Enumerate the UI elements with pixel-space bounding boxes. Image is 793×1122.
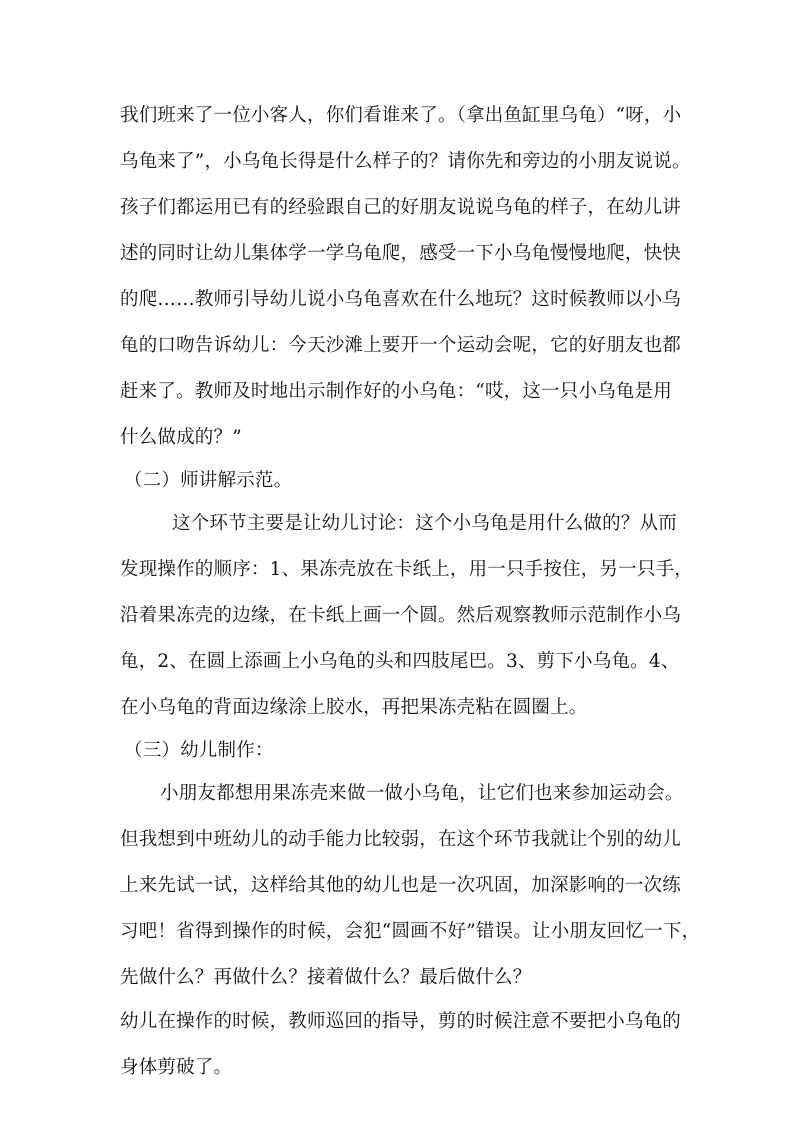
paragraph-line: 赶来了。教师及时地出示制作好的小乌龟：“哎，这一只小乌龟是用 [120, 381, 672, 402]
paragraph-line: 沿着果冻壳的边缘，在卡纸上画一个圆。然后观察教师示范制作小乌 [120, 605, 682, 626]
paragraph-line: 幼儿在操作的时候，教师巡回的指导，剪的时候注意不要把小乌龟的 [120, 1011, 682, 1032]
paragraph-line: 发现操作的顺序：1、果冻壳放在卡纸上，用一只手按住，另一只手， [120, 559, 693, 580]
paragraph-line: 我们班来了一位小客人，你们看谁来了。（拿出鱼缸里乌龟）“呀，小 [120, 105, 682, 126]
paragraph-line: 什么做成的？” [120, 427, 242, 448]
paragraph-line: 小朋友都想用果冻壳来做一做小乌龟，让它们也来参加运动会。 [160, 783, 684, 804]
paragraph-line: 但我想到中班幼儿的动手能力比较弱，在这个环节我就让个别的幼儿 [120, 829, 682, 850]
section-heading: （三）幼儿制作： [124, 740, 274, 761]
paragraph-line: 龟，2、在圆上添画上小乌龟的头和四肢尾巴。3、剪下小乌龟。4、 [120, 651, 680, 672]
paragraph-line: 先做什么？再做什么？接着做什么？最后做什么？ [120, 967, 532, 988]
paragraph-line: 身体剪破了。 [120, 1057, 233, 1078]
paragraph-line: 孩子们都运用已有的经验跟自己的好朋友说说乌龟的样子，在幼儿讲 [120, 197, 682, 218]
paragraph-line: 这个环节主要是让幼儿讨论：这个小乌龟是用什么做的？从而 [172, 513, 677, 534]
paragraph-line: 的爬……教师引导幼儿说小乌龟喜欢在什么地玩？这时候教师以小乌 [120, 289, 682, 310]
paragraph-line: 述的同时让幼儿集体学一学乌龟爬，感受一下小乌龟慢慢地爬，快快 [120, 243, 682, 264]
paragraph-line: 在小乌龟的背面边缘涂上胶水，再把果冻壳粘在圆圈上。 [120, 697, 588, 718]
paragraph-line: 乌龟来了”，小乌龟长得是什么样子的？请你先和旁边的小朋友说说。 [120, 151, 691, 172]
paragraph-line: 上来先试一试，这样给其他的幼儿也是一次巩固，加深影响的一次练 [120, 875, 682, 896]
paragraph-line: 龟的口吻告诉幼儿：今天沙滩上要开一个运动会呢，它的好朋友也都 [120, 335, 682, 356]
paragraph-line: 习吧！省得到操作的时候，会犯“圆画不好”错误。让小朋友回忆一下， [120, 921, 701, 942]
section-heading: （二）师讲解示范。 [124, 470, 293, 491]
